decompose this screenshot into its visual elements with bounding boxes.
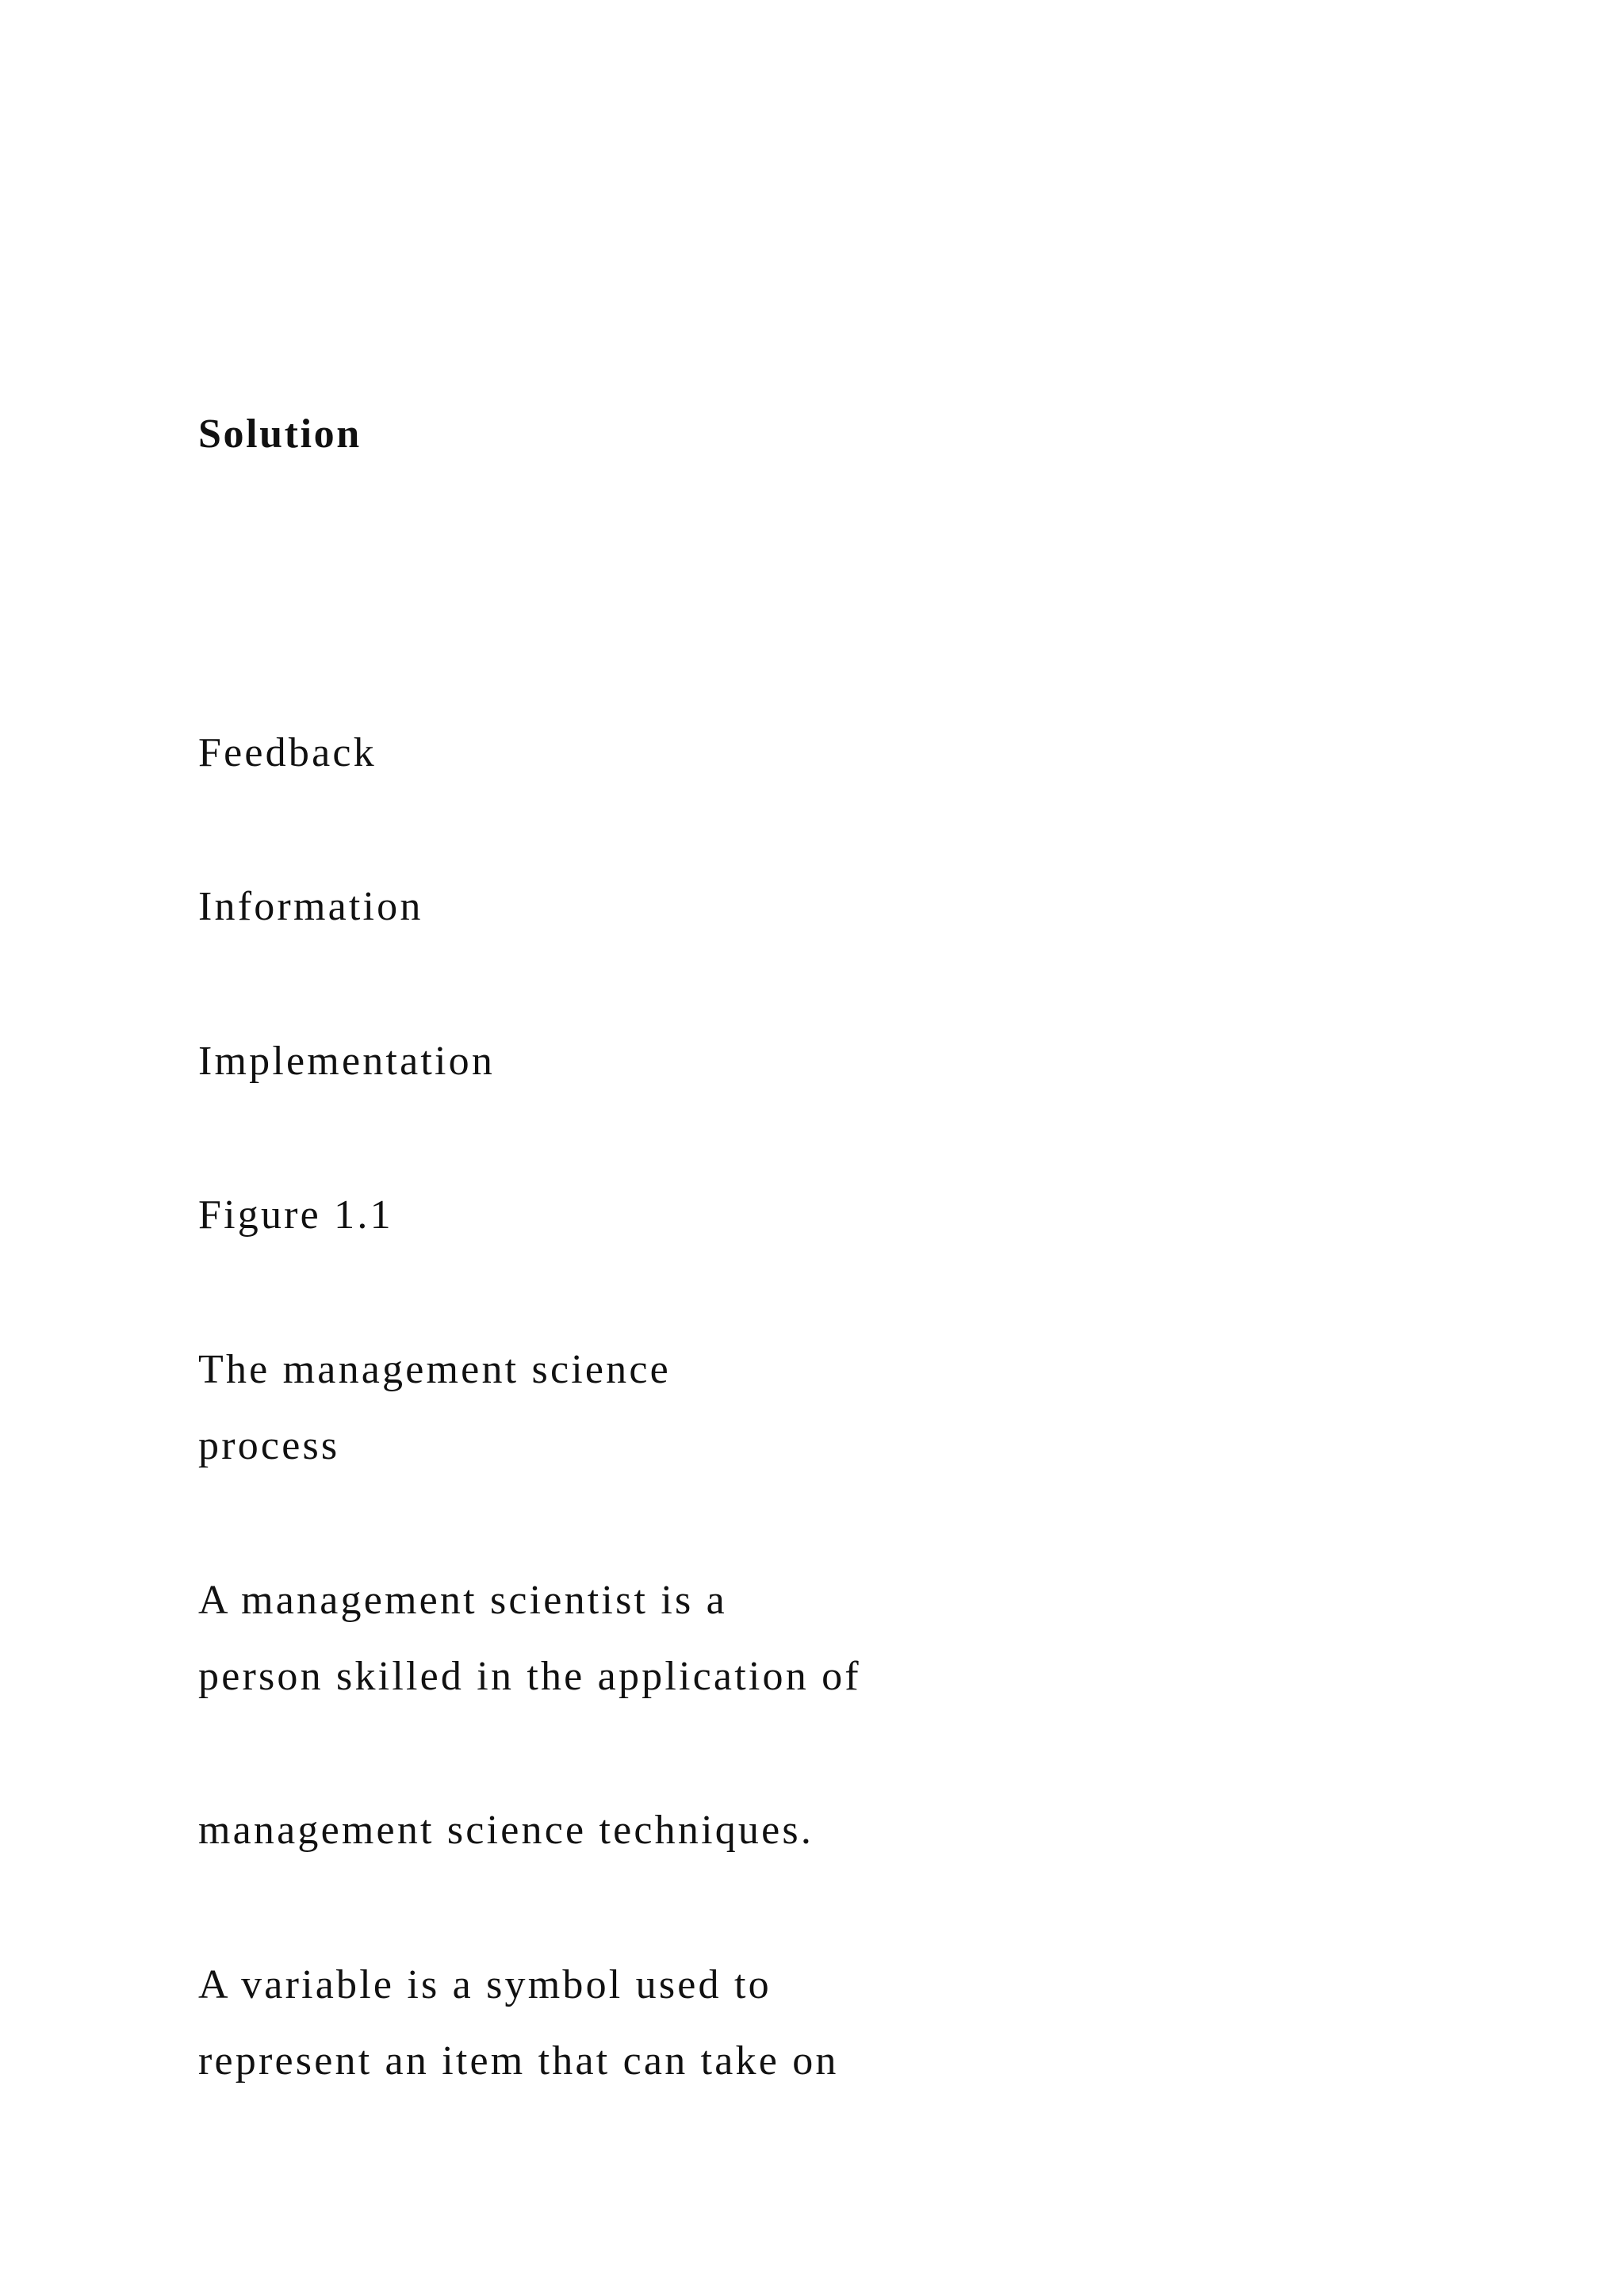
figure-caption-text: process — [198, 1423, 340, 1468]
definition-text: A variable is a symbol used to — [198, 1962, 772, 2007]
definition-text: person skilled in the application of — [198, 1654, 861, 1699]
definition-text: management science techniques. — [198, 1808, 814, 1853]
section-heading: Solution — [198, 411, 362, 457]
text-line: Feedback — [198, 730, 377, 775]
definition-text: represent an item that can take on — [198, 2038, 839, 2084]
definition-text: A management scientist is a — [198, 1578, 727, 1623]
figure-caption-label: Figure 1.1 — [198, 1192, 393, 1238]
text-line: Information — [198, 884, 423, 929]
figure-caption-text: The management science — [198, 1347, 671, 1392]
text-line: Implementation — [198, 1039, 496, 1084]
